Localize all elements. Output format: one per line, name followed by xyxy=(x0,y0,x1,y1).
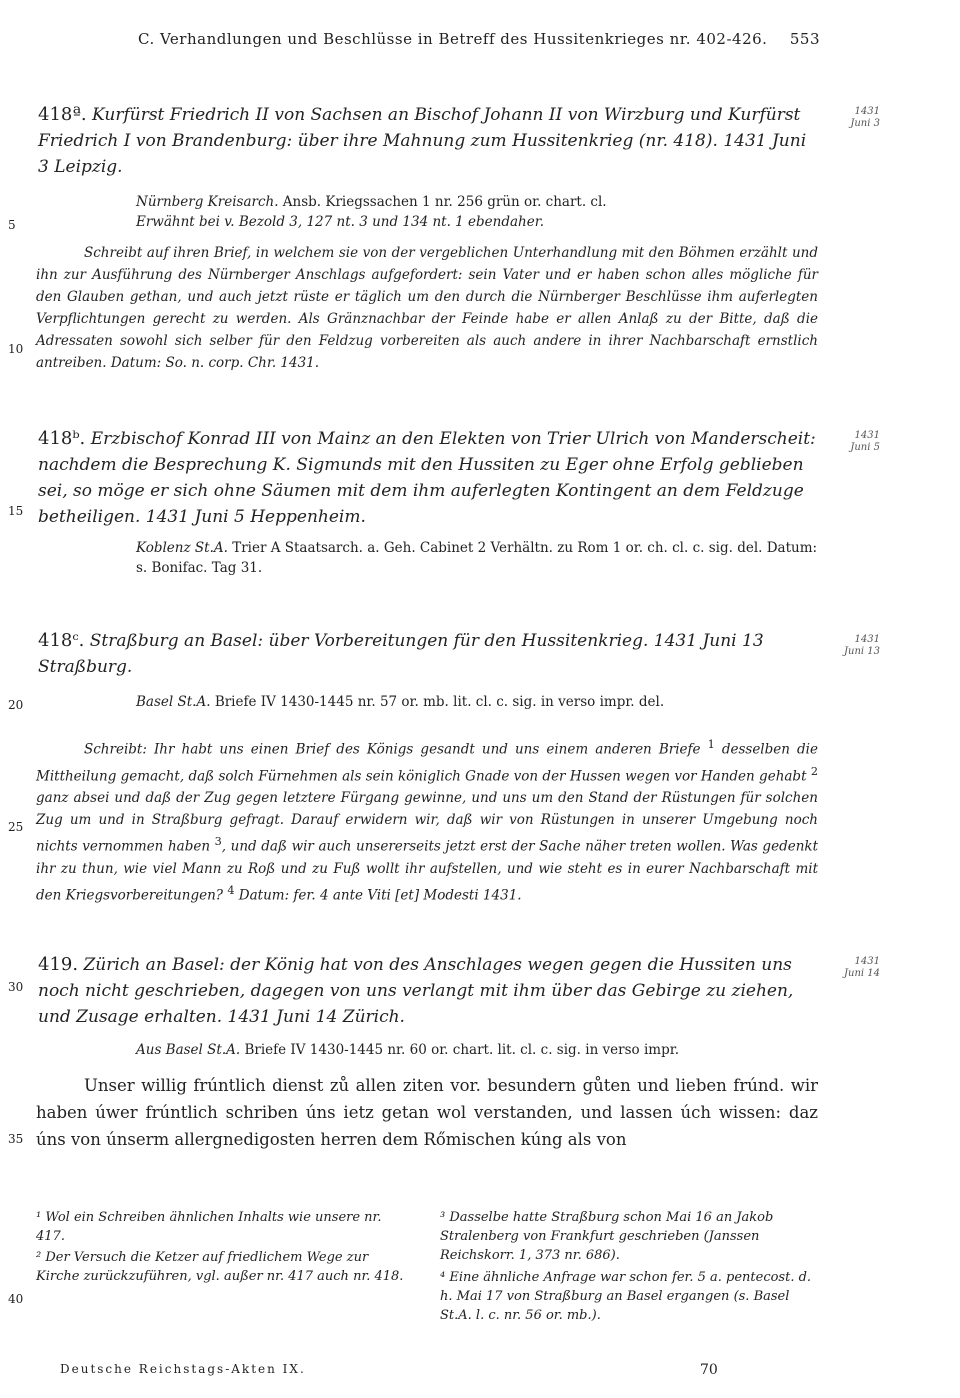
source-signature: Trier A Staatsarch. a. Geh. Cabinet 2 Verhältn. zu Rom 1 or. ch. cl. c. sig. del. Datum: s. Bonifac. Tag 31. xyxy=(136,540,818,576)
entry-418c-source xyxy=(136,692,826,712)
footnote-ref[interactable]: 1 xyxy=(707,738,715,751)
entry-419-source xyxy=(136,1040,826,1060)
margin-day: Juni 3 xyxy=(850,118,880,129)
entry-418c-regest xyxy=(36,734,818,906)
entry-418a-heading xyxy=(38,102,818,180)
margin-day: Juni 5 xyxy=(850,442,880,453)
margin-year: 1431 xyxy=(854,430,880,441)
line-number: 25 xyxy=(8,820,24,834)
entry-418b-heading-text: Erzbischof Konrad III von Mainz an den Elekten von Trier Ulrich von Manderscheit: nachdem die Besprechung K. Sigmunds mit den Hussiten zu Eger ohne Erfolg geblieben sei, so möge er sich ohne Säumen mit dem ihm auferlegten Kontingent an dem Feldzuge betheiligen. 1431 Juni 5 Heppenheim. xyxy=(38,429,816,527)
line-number: 10 xyxy=(8,342,24,356)
entry-419-margin-date xyxy=(822,956,880,980)
source-archive: Koblenz St.A. xyxy=(136,540,228,556)
source-archive: Nürnberg Kreisarch. xyxy=(136,194,279,210)
source-archive: Aus Basel St.A. xyxy=(136,1042,241,1058)
running-header-title: C. Verhandlungen und Beschlüsse in Betreff des Hussitenkrieges nr. 402-426. xyxy=(138,30,768,48)
line-number: 15 xyxy=(8,504,24,518)
entry-419-heading xyxy=(38,952,818,1030)
footnote-ref[interactable]: 4 xyxy=(227,883,235,897)
source-signature: Ansb. Kriegssachen 1 nr. 256 grün or. chart. cl. xyxy=(282,194,607,210)
entry-418b-source xyxy=(136,538,826,578)
source-signature: Briefe IV 1430-1445 nr. 60 or. chart. lit. cl. c. sig. in verso impr. xyxy=(244,1042,679,1058)
line-number: 5 xyxy=(8,218,16,232)
entry-418c-heading xyxy=(38,628,818,680)
entry-418a-regest: Schreibt auf ihren Brief, in welchem sie von der vergeblichen Unterhandlung mit den Böhmen erzählt und ihn zur Ausführung des Nürnberger Anschlags aufgefordert: sein Vater und er haben schon alles mögliche für den Glauben gethan, und auch jetzt rüste er täglich um den durch die Nürnberger Beschlüsse ihm auferlegten Verpflichtungen gerecht zu werden. Als Gränznachbar der Feinde habe er allen Anlaß zu der Bitte, daß die Adressaten sowohl sich selber für den Feldzug vorbereiten als auch andere in ihrer Nachbarschaft ernstlich antreiben. Datum: So. n. corp. Chr. 1431. xyxy=(36,245,818,371)
margin-year: 1431 xyxy=(854,106,880,117)
entry-419-heading-text: Zürich an Basel: der König hat von des Anschlages wegen gegen die Hussiten uns noch nicht geschrieben, dagegen von uns verlangt mit ihm über das Gebirge zu ziehen, und Zusage erhalten. 1431 Juni 14 Zürich. xyxy=(38,955,794,1027)
entry-418a-source xyxy=(136,192,826,232)
line-number: 30 xyxy=(8,980,24,994)
margin-year: 1431 xyxy=(854,634,880,645)
footnote-2: ² Der Versuch die Ketzer auf friedlichem Wege zur Kirche zurückzuführen, vgl. außer nr. 417 auch nr. 418. xyxy=(36,1250,404,1284)
entry-418c-margin-date xyxy=(822,634,880,658)
source-signature: Briefe IV 1430-1445 nr. 57 or. mb. lit. cl. c. sig. in verso impr. del. xyxy=(214,694,665,710)
regest-date: Datum: fer. 4 ante Viti [et] Modesti 1431. xyxy=(238,887,522,903)
footnote-ref[interactable]: 3 xyxy=(214,835,222,848)
entry-418a-heading-text: Kurfürst Friedrich II von Sachsen an Bischof Johann II von Wirzburg und Kurfürst Friedrich I von Brandenburg: über ihre Mahnung zum Hussitenkrieg (nr. 418). 1431 Juni 3 Leipzig. xyxy=(38,105,807,177)
footer-sheet-number: 70 xyxy=(700,1362,718,1378)
footnote-4: ⁴ Eine ähnliche Anfrage war schon fer. 5 a. pentecost. d. h. Mai 17 von Straßburg an Basel ergangen (s. Basel St.A. l. c. nr. 56 or. mb.). xyxy=(440,1270,812,1323)
line-number: 20 xyxy=(8,698,24,712)
regest-text: , und daß wir auch unsererseits jetzt erst der Sache näher treten wollen. Was gedenkt ihr zu thun, wie viel Mann zu Roß und zu Fuß wollt ihr aufstellen, und wie steht es in eurer Nachbarschaft mit den Kriegsvorbereitungen? xyxy=(36,838,818,903)
entry-418a-margin-date xyxy=(822,106,880,130)
footnote-1: ¹ Wol ein Schreiben ähnlichen Inhalts wie unsere nr. 417. xyxy=(36,1210,382,1244)
entry-418b-heading xyxy=(38,426,818,530)
margin-day: Juni 14 xyxy=(844,968,880,979)
regest-text: Schreibt: Ihr habt uns einen Brief des Königs gesandt und uns einem anderen Briefe xyxy=(84,741,701,758)
source-archive: Basel St.A. xyxy=(136,694,211,710)
footnote-3: ³ Dasselbe hatte Straßburg schon Mai 16 an Jakob Stralenberg von Frankfurt geschrieben (Janssen Reichskorr. 1, 373 nr. 686). xyxy=(440,1210,774,1263)
entry-419-text: Unser willig frúntlich dienst zů allen ziten vor. besundern gůten und lieben frúnd. wir haben úwer frúntlich schriben úns ietz getan wol verstanden, und lassen úch wissen: daz úns von únserm allergnedigosten herren dem Rőmischen kúng als von xyxy=(36,1076,818,1149)
entry-418b-margin-date xyxy=(822,430,880,454)
margin-day: Juni 13 xyxy=(844,646,880,657)
line-number: 35 xyxy=(8,1132,24,1146)
source-reference: Erwähnt bei v. Bezold 3, 127 nt. 3 und 134 nt. 1 ebendaher. xyxy=(136,214,544,230)
page-number: 553 xyxy=(789,30,820,48)
entry-418c-number: 418ᶜ. xyxy=(38,630,85,651)
entry-419-number: 419. xyxy=(38,954,79,975)
regest-text: ganz absei und daß der Zug gegen letztere Fürgang gewinne, und uns um den Stand der Rüstungen für solchen Zug um und in Straßburg gefragt. Darauf erwidern wir, daß wir von Rüstungen in unserer Umgebung noch nichts vernommen haben xyxy=(36,790,818,855)
footer-series: Deutsche Reichstags-Akten IX. xyxy=(60,1362,306,1376)
regest-text: desselben die Mittheilung gemacht, daß solch Fürnehmen als sein königlich Gnade von der Hussen wegen vor Handen gehabt xyxy=(36,741,818,784)
entry-418c-heading-text: Straßburg an Basel: über Vorbereitungen für den Hussitenkrieg. 1431 Juni 13 Straßburg. xyxy=(38,631,764,677)
entry-418a-number: 418ª. xyxy=(38,104,87,125)
margin-year: 1431 xyxy=(854,956,880,967)
entry-418b-number: 418ᵇ. xyxy=(38,428,86,449)
line-number: 40 xyxy=(8,1292,24,1306)
footnote-ref[interactable]: 2 xyxy=(810,764,818,778)
